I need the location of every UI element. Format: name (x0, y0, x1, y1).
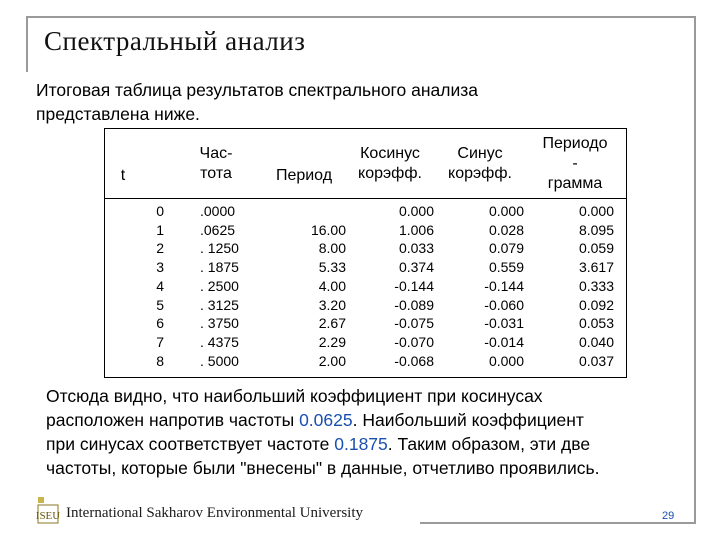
periodogram-cell: 0.059 (578, 240, 614, 257)
page-number: 29 (662, 510, 675, 522)
university-logo-icon (36, 495, 60, 525)
sine-cell: 0.028 (488, 221, 524, 238)
t-cell: 8 (156, 352, 164, 369)
frame-left-line (26, 16, 28, 72)
frequency-cell: .0625 (200, 221, 236, 238)
column-sine (460, 202, 524, 370)
period-cell: 5.33 (318, 259, 346, 276)
sine-cell: 0.559 (488, 259, 524, 276)
frame-top-line (26, 16, 696, 18)
header-period: Период (275, 167, 333, 184)
frequency-cell: .0000 (200, 203, 236, 219)
periodogram-cell: 0.040 (578, 333, 614, 350)
period-cell: 4.00 (318, 277, 346, 294)
column-t (130, 202, 164, 370)
conclusion-line: при синусах соответствует частоте 0.1875. Таким образом, эти две (46, 434, 591, 454)
intro-line: Итоговая таблица результатов спектрального анализа (36, 80, 479, 100)
header-cosine: Косинус корэфф. (358, 145, 422, 182)
t-cell: 5 (156, 296, 164, 313)
t-cell: 2 (156, 240, 164, 257)
t-cell: 0 (156, 203, 164, 219)
period-cell: 2.00 (318, 352, 346, 369)
cosine-cell: 0.374 (398, 259, 434, 276)
frequency-cell: . 5000 (200, 352, 239, 369)
cosine-cell: -0.070 (394, 333, 434, 350)
frequency-cell: . 3125 (200, 296, 239, 313)
cosine-cell: -0.144 (394, 277, 434, 294)
periodogram-cell: 0.000 (578, 203, 614, 219)
t-cell: 7 (156, 333, 164, 350)
cosine-cell: -0.075 (394, 315, 434, 332)
header-frequency: Час- тота (199, 145, 233, 182)
column-period (290, 202, 346, 370)
sine-cell: 0.000 (488, 203, 524, 219)
column-frequency (200, 202, 254, 370)
t-cell: 3 (156, 259, 164, 276)
periodogram-cell: 0.333 (578, 277, 614, 294)
periodogram-cell: 0.037 (578, 352, 614, 369)
periodogram-cell: 0.053 (578, 315, 614, 332)
frequency-cell: . 2500 (200, 277, 239, 294)
sine-cell: -0.144 (484, 277, 524, 294)
periodogram-cell: 3.617 (578, 259, 614, 276)
sine-cell: 0.079 (488, 240, 524, 257)
cosine-cell: -0.089 (394, 296, 434, 313)
conclusion-line: частоты, которые были "внесены" в данные, отчетливо проявились. (46, 458, 600, 478)
cosine-cell: 0.000 (398, 203, 434, 219)
sine-cell: -0.060 (484, 296, 524, 313)
intro-text (36, 78, 596, 126)
frequency-cell: . 1250 (200, 240, 239, 257)
conclusion-line: расположен напротив частоты 0.0625. Наибольший коэффициент (46, 410, 584, 430)
header-t: t (120, 167, 126, 184)
column-periodogram (550, 202, 614, 370)
period-cell: 3.20 (318, 296, 346, 313)
highlight-frequency-cos: 0.0625 (299, 410, 353, 430)
conclusion-line: Отсюда видно, что наибольший коэффициент при косинусах (46, 386, 543, 406)
frame-bottom-line (420, 522, 696, 524)
frequency-cell: . 3750 (200, 315, 239, 332)
periodogram-cell: 0.092 (578, 296, 614, 313)
conclusion-text (46, 384, 696, 480)
period-cell (290, 202, 346, 221)
highlight-frequency-sin: 0.1875 (334, 434, 388, 454)
periodogram-cell: 8.095 (578, 221, 614, 238)
footer-university-name: International Sakharov Environmental University (66, 505, 364, 521)
intro-line: представлена ниже. (36, 104, 200, 124)
header-periodogram: Периодо - грамма (542, 135, 608, 192)
sine-cell: -0.014 (484, 333, 524, 350)
period-cell: 16.00 (310, 221, 346, 238)
cosine-cell: 1.006 (398, 221, 434, 238)
period-cell: 8.00 (318, 240, 346, 257)
column-cosine (370, 202, 434, 370)
period-cell: 2.67 (318, 315, 346, 332)
cosine-cell: 0.033 (398, 240, 434, 257)
header-sine: Синус корэфф. (448, 145, 512, 182)
frequency-cell: . 1875 (200, 259, 239, 276)
t-cell: 1 (156, 221, 164, 238)
sine-cell: -0.031 (484, 315, 524, 332)
svg-text:ISEU: ISEU (36, 510, 60, 522)
cosine-cell: -0.068 (394, 352, 434, 369)
frequency-cell: . 4375 (200, 333, 239, 350)
slide-title: Спектральный анализ (44, 26, 306, 56)
t-cell: 4 (156, 277, 164, 294)
table-header-divider (104, 198, 626, 199)
t-cell: 6 (156, 315, 164, 332)
sine-cell: 0.000 (488, 352, 524, 369)
period-cell: 2.29 (318, 333, 346, 350)
